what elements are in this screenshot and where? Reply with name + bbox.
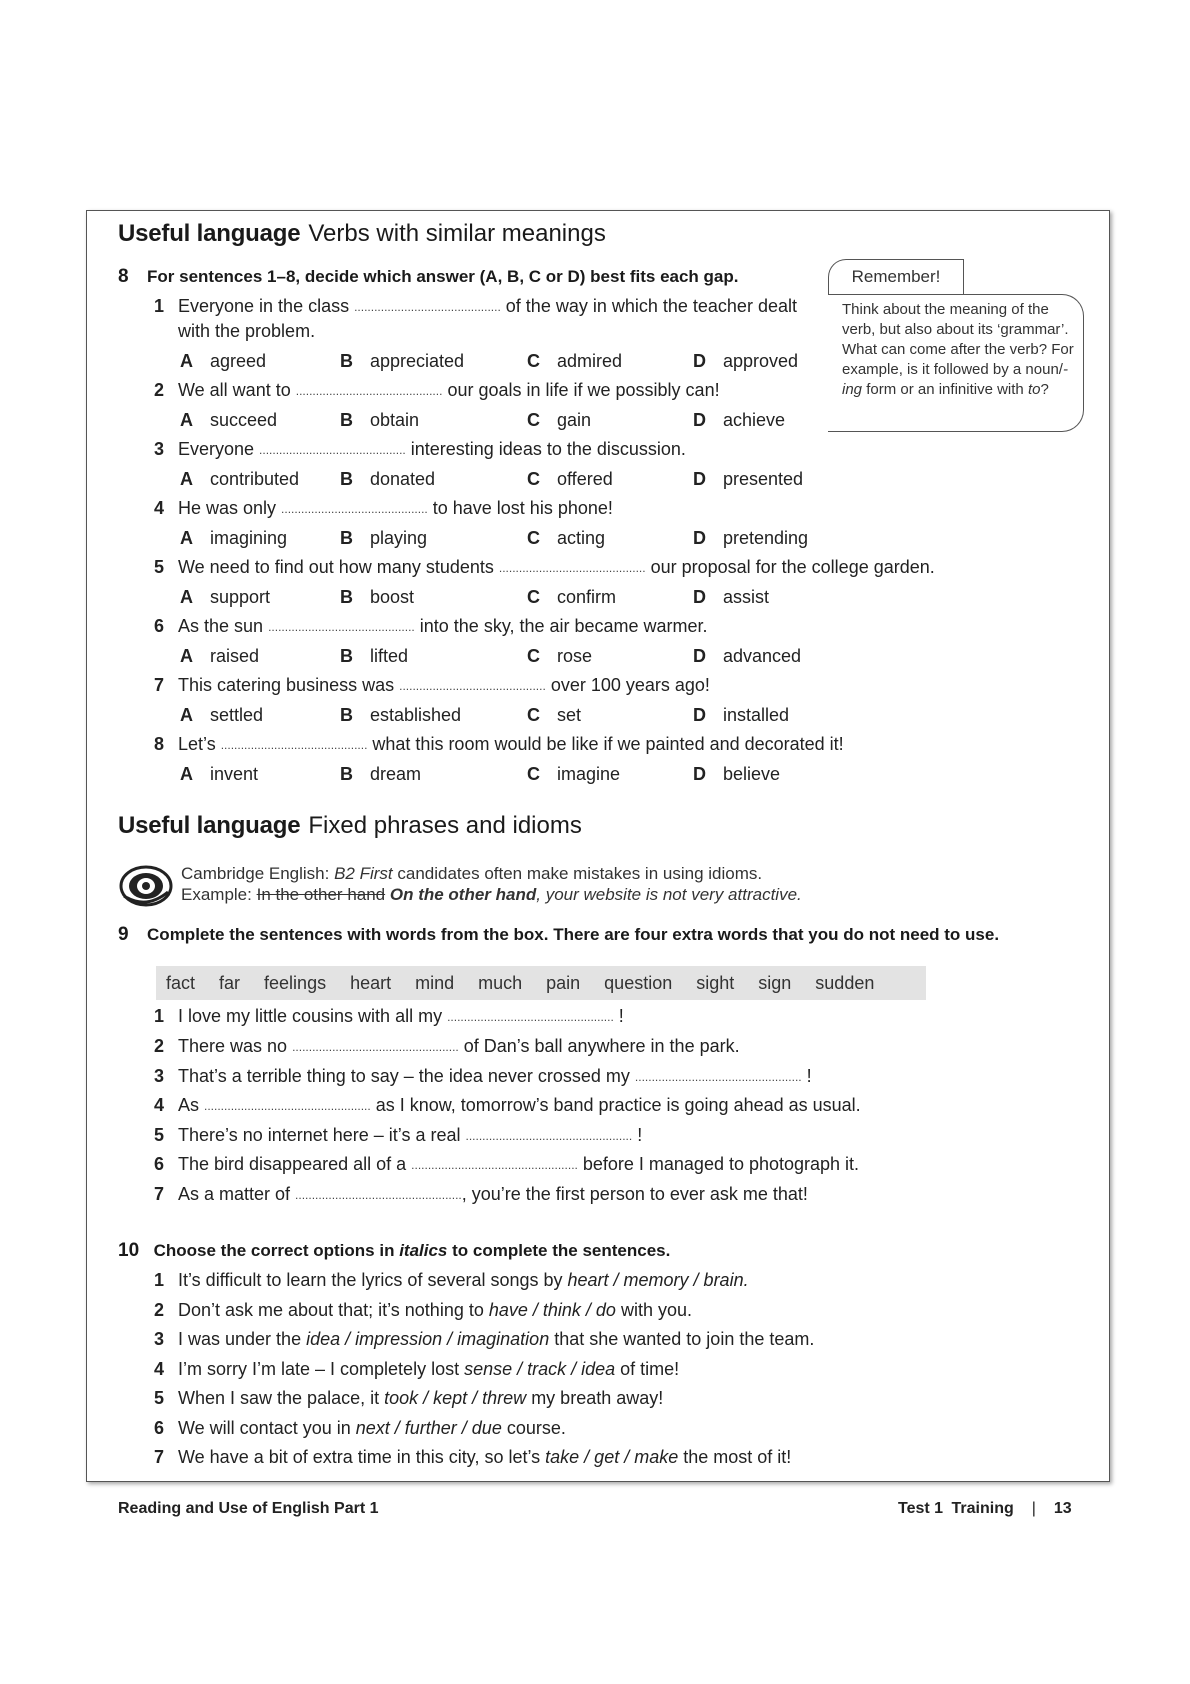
sentence-end: ! — [801, 1066, 812, 1086]
sentence-end: with you. — [615, 1300, 692, 1320]
item-number: 6 — [154, 1418, 165, 1438]
cambridge-note-line1: Cambridge English: B2 First candidates often make mistakes in using idioms. — [181, 864, 763, 883]
option-letter: B — [340, 764, 353, 784]
sentence-end: , you’re the first person to ever ask me that! — [461, 1184, 808, 1204]
sentence-item — [154, 380, 720, 401]
exercise-instruction: Choose the correct options in italics to complete the sentences. — [153, 1241, 671, 1260]
word-box — [156, 966, 926, 1000]
gap: .................................................. — [634, 1070, 802, 1084]
item-number: 2 — [154, 1300, 165, 1320]
italic-options: take / get / make — [545, 1447, 679, 1467]
option-letter: D — [693, 705, 706, 725]
option-text: imagining — [210, 528, 288, 548]
sentence-end: ! — [632, 1125, 643, 1145]
italic-options: took / kept / threw — [384, 1388, 527, 1408]
section-label: Useful language — [118, 812, 301, 839]
word-box-item: sight — [696, 972, 735, 993]
footer-training: Training — [951, 1500, 1014, 1517]
answer-option-c — [527, 469, 613, 490]
option-letter: A — [180, 469, 193, 489]
sentence-end: to have lost his phone! — [427, 498, 613, 518]
option-letter: C — [527, 410, 540, 430]
sentence-end: our goals in life if we possibly can! — [442, 380, 720, 400]
option-text: believe — [723, 764, 781, 784]
sentence-item — [154, 1270, 749, 1291]
footer-right — [898, 1500, 1072, 1518]
exercise-instruction: Complete the sentences with words from the box. There are four extra words that you do not need to use. — [147, 925, 1000, 944]
sentence-item — [154, 1184, 808, 1205]
option-text: established — [370, 705, 462, 725]
option-letter: A — [180, 646, 193, 666]
option-letter: D — [693, 351, 706, 371]
page-number: 13 — [1053, 1500, 1072, 1517]
answer-option-a — [180, 587, 270, 608]
sentence-start: Let’s — [178, 734, 221, 754]
item-number: 6 — [154, 616, 165, 636]
option-letter: C — [527, 528, 540, 548]
gap: .................................................. — [295, 1188, 462, 1202]
sentence-start: It’s difficult to learn the lyrics of several songs by — [178, 1270, 568, 1290]
answer-option-d — [693, 469, 803, 490]
item-number: 5 — [154, 1125, 165, 1145]
cambridge-eye-icon — [118, 862, 174, 910]
option-letter: C — [527, 646, 540, 666]
sentence-item — [154, 296, 797, 317]
answer-option-a — [180, 764, 258, 785]
sentence-end: my breath away! — [526, 1388, 664, 1408]
answer-option-c — [527, 351, 622, 372]
italic-options: next / further / due — [355, 1418, 502, 1438]
sentence-start: We need to find out how many students — [178, 557, 499, 577]
gap: ............................................ — [354, 300, 501, 314]
sentence-item — [154, 557, 935, 578]
sentence-end: into the sky, the air became warmer. — [414, 616, 708, 636]
sentence-item — [154, 1066, 812, 1087]
gap: .................................................. — [292, 1040, 459, 1054]
item-number: 6 — [154, 1154, 165, 1174]
sentence-end: before I managed to photograph it. — [577, 1154, 860, 1174]
item-number: 7 — [154, 675, 165, 695]
word-box-item: far — [219, 972, 241, 993]
answer-option-c — [527, 764, 620, 785]
answer-option-b — [340, 764, 421, 785]
gap: ............................................ — [220, 738, 368, 752]
option-letter: B — [340, 351, 353, 371]
section-label: Useful language — [118, 220, 301, 247]
sentence-item — [154, 1154, 859, 1175]
answer-option-b — [340, 469, 435, 490]
italic-options: heart / memory / brain. — [567, 1270, 749, 1290]
option-letter: B — [340, 705, 353, 725]
remember-tab: Remember! — [828, 259, 964, 295]
sentence-start: This catering business was — [178, 675, 400, 695]
sentence-end: our proposal for the college garden. — [645, 557, 935, 577]
option-text: imagine — [557, 764, 621, 784]
option-letter: A — [180, 351, 193, 371]
option-text: set — [557, 705, 582, 725]
footer-test: Test 1 — [898, 1500, 944, 1517]
option-text: support — [210, 587, 271, 607]
option-letter: D — [693, 587, 706, 607]
answer-option-b — [340, 351, 464, 372]
sentence-start: Don’t ask me about that; it’s nothing to — [178, 1300, 489, 1320]
option-text: offered — [557, 469, 613, 489]
answer-option-b — [340, 646, 408, 667]
sentence-item — [154, 1036, 740, 1057]
option-letter: C — [527, 587, 540, 607]
option-text: acting — [557, 528, 606, 548]
sentence-start: That’s a terrible thing to say – the idea never crossed my — [178, 1066, 635, 1086]
option-text: confirm — [557, 587, 617, 607]
option-letter: D — [693, 410, 706, 430]
sentence-start: We all want to — [178, 380, 296, 400]
option-text: presented — [723, 469, 804, 489]
sentence-start: I was under the — [178, 1329, 307, 1349]
exercise-number: 9 — [118, 924, 129, 945]
option-letter: B — [340, 587, 353, 607]
sentence-start: Everyone — [178, 439, 260, 459]
sentence-end: that she wanted to join the team. — [549, 1329, 815, 1349]
sentence-end: of time! — [615, 1359, 680, 1379]
footer-left: Reading and Use of English Part 1 — [118, 1500, 379, 1517]
item-number: 8 — [154, 734, 165, 754]
sentence-item — [154, 675, 710, 696]
italic-options: sense / track / idea — [464, 1359, 616, 1379]
option-text: agreed — [210, 351, 267, 371]
answer-option-d — [693, 410, 785, 431]
option-text: installed — [723, 705, 790, 725]
option-text: lifted — [370, 646, 409, 666]
word-box-item: heart — [350, 972, 392, 993]
answer-option-c — [527, 646, 592, 667]
exercise-number: 8 — [118, 266, 129, 287]
sentence-end: the most of it! — [678, 1447, 792, 1467]
item-number: 3 — [154, 1329, 165, 1349]
answer-option-d — [693, 646, 801, 667]
option-letter: C — [527, 764, 540, 784]
sentence-start: As a matter of — [178, 1184, 296, 1204]
option-text: boost — [370, 587, 415, 607]
item-number: 1 — [154, 1006, 165, 1026]
word-box-item: mind — [415, 972, 455, 993]
sentence-item — [154, 1359, 679, 1380]
sentence-end: of the way in which the teacher dealt — [500, 296, 797, 316]
sentence-start: There’s no internet here – it’s a real — [178, 1125, 466, 1145]
option-text: approved — [723, 351, 799, 371]
option-text: gain — [557, 410, 592, 430]
sentence-item — [154, 616, 708, 637]
sentence-start: I’m sorry I’m late – I completely lost — [178, 1359, 465, 1379]
option-text: invent — [210, 764, 259, 784]
sentence-item — [154, 1125, 642, 1146]
sentence-item — [154, 1300, 692, 1321]
word-box-item: sudden — [815, 972, 875, 993]
answer-option-a — [180, 705, 263, 726]
gap: .................................................. — [204, 1099, 371, 1113]
section-topic: Fixed phrases and idioms — [308, 812, 582, 839]
option-text: appreciated — [370, 351, 465, 371]
answer-option-c — [527, 705, 581, 726]
sentence-end: of Dan’s ball anywhere in the park. — [458, 1036, 740, 1056]
section-title-verbs — [118, 220, 606, 248]
option-text: playing — [370, 528, 428, 548]
answer-option-d — [693, 705, 789, 726]
gap: .................................................. — [411, 1158, 578, 1172]
answer-option-d — [693, 587, 769, 608]
item-number: 4 — [154, 498, 165, 518]
answer-option-d — [693, 528, 808, 549]
option-letter: D — [693, 646, 706, 666]
sentence-item — [154, 1006, 624, 1027]
option-letter: A — [180, 764, 193, 784]
option-letter: A — [180, 705, 193, 725]
answer-option-b — [340, 587, 414, 608]
option-letter: B — [340, 646, 353, 666]
item-number: 3 — [154, 1066, 165, 1086]
option-text: obtain — [370, 410, 420, 430]
item-number: 7 — [154, 1447, 165, 1467]
italic-options: idea / impression / imagination — [306, 1329, 550, 1349]
answer-option-b — [340, 410, 419, 431]
exercise-9-heading — [118, 924, 999, 946]
option-text: dream — [370, 764, 422, 784]
gap: ............................................ — [281, 502, 428, 516]
option-text: admired — [557, 351, 623, 371]
footer-divider: | — [1031, 1500, 1036, 1517]
item-number: 4 — [154, 1095, 165, 1115]
gap: .................................................. — [465, 1129, 633, 1143]
answer-option-a — [180, 646, 259, 667]
sentence-start: We will contact you in — [178, 1418, 356, 1438]
sentence-item — [154, 734, 844, 755]
answer-option-d — [693, 764, 780, 785]
sentence-end: over 100 years ago! — [545, 675, 710, 695]
option-text: pretending — [723, 528, 809, 548]
exercise-8-heading — [118, 266, 738, 288]
sentence-start: There was no — [178, 1036, 293, 1056]
option-letter: D — [693, 528, 706, 548]
option-text: achieve — [723, 410, 786, 430]
option-letter: D — [693, 764, 706, 784]
sentence-start: The bird disappeared all of a — [178, 1154, 412, 1174]
option-letter: B — [340, 528, 353, 548]
answer-option-b — [340, 528, 427, 549]
sentence-item — [154, 1388, 663, 1409]
option-text: settled — [210, 705, 264, 725]
exercise-instruction: For sentences 1–8, decide which answer (A, B, C or D) best fits each gap. — [147, 267, 739, 286]
answer-option-a — [180, 528, 287, 549]
sentence-end: ! — [613, 1006, 624, 1026]
word-box-item: much — [478, 972, 523, 993]
option-text: advanced — [723, 646, 802, 666]
section-title-idioms — [118, 812, 582, 840]
italic-options: have / think / do — [488, 1300, 616, 1320]
sentence-end: what this room would be like if we painted and decorated it! — [367, 734, 844, 754]
option-letter: A — [180, 410, 193, 430]
cambridge-note-line2: Example: In the other hand On the other hand, your website is not very attractive. — [181, 885, 802, 904]
sentence-item — [154, 1418, 566, 1439]
item-number: 2 — [154, 1036, 165, 1056]
answer-option-c — [527, 587, 616, 608]
option-text: raised — [210, 646, 260, 666]
item-number: 7 — [154, 1184, 165, 1204]
answer-option-a — [180, 469, 299, 490]
item-number: 3 — [154, 439, 165, 459]
sentence-item — [154, 1095, 861, 1116]
sentence-item — [154, 498, 613, 519]
gap: .................................................. — [447, 1010, 614, 1024]
word-box-item: sign — [758, 972, 792, 993]
exercise-10-heading — [118, 1240, 670, 1262]
option-letter: C — [527, 705, 540, 725]
item-number: 4 — [154, 1359, 165, 1379]
option-letter: C — [527, 469, 540, 489]
sentence-start: Everyone in the class — [178, 296, 355, 316]
word-box-item: fact — [166, 972, 196, 993]
option-text: donated — [370, 469, 436, 489]
answer-option-a — [180, 410, 277, 431]
option-text: succeed — [210, 410, 278, 430]
option-letter: C — [527, 351, 540, 371]
gap: ............................................ — [295, 384, 443, 398]
sentence-start: When I saw the palace, it — [178, 1388, 385, 1408]
item-number: 1 — [154, 296, 165, 316]
answer-option-c — [527, 410, 591, 431]
sentence-start: He was only — [178, 498, 282, 518]
answer-option-c — [527, 528, 605, 549]
item-number: 5 — [154, 557, 165, 577]
word-box-item: question — [604, 972, 673, 993]
option-letter: A — [180, 587, 193, 607]
sentence-start: I love my little cousins with all my — [178, 1006, 448, 1026]
option-letter: A — [180, 528, 193, 548]
answer-option-a — [180, 351, 266, 372]
word-box-item: feelings — [264, 972, 327, 993]
option-letter: B — [340, 469, 353, 489]
answer-option-b — [340, 705, 461, 726]
option-letter: D — [693, 469, 706, 489]
gap: ............................................ — [268, 620, 415, 634]
item-number: 1 — [154, 1270, 165, 1290]
answer-option-d — [693, 351, 798, 372]
item-number: 2 — [154, 380, 165, 400]
remember-text: Think about the meaning of the verb, but also about its ‘grammar’. What can come after the verb? For example, is it followed by a noun/-ing form or an infinitive with to? — [842, 301, 1074, 398]
word-box-item: pain — [546, 972, 581, 993]
option-text: contributed — [210, 469, 300, 489]
gap: ............................................ — [259, 443, 406, 457]
gap: ............................................ — [498, 561, 646, 575]
item-number: 5 — [154, 1388, 165, 1408]
sentence-continuation: with the problem. — [178, 321, 316, 341]
option-text: assist — [723, 587, 770, 607]
sentence-end: course. — [501, 1418, 566, 1438]
sentence-start: As the sun — [178, 616, 269, 636]
section-topic: Verbs with similar meanings — [308, 220, 606, 247]
option-text: rose — [557, 646, 593, 666]
sentence-end: as I know, tomorrow’s band practice is going ahead as usual. — [370, 1095, 861, 1115]
sentence-item — [154, 1447, 791, 1468]
sentence-start: As — [178, 1095, 205, 1115]
option-letter: B — [340, 410, 353, 430]
sentence-item — [154, 1329, 814, 1350]
sentence-end: interesting ideas to the discussion. — [405, 439, 686, 459]
gap: ............................................ — [399, 679, 546, 693]
exercise-number: 10 — [118, 1240, 140, 1261]
sentence-start: We have a bit of extra time in this city, so let’s — [178, 1447, 546, 1467]
sentence-item — [154, 439, 686, 460]
